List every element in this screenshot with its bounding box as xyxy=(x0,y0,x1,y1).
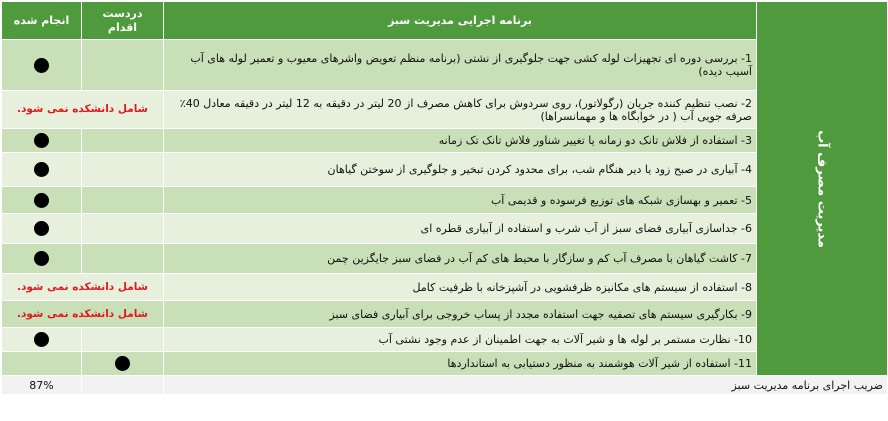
done-marker-icon xyxy=(34,221,49,236)
footer-percentage: 87% xyxy=(2,376,82,395)
table-row xyxy=(2,352,888,376)
green-management-table xyxy=(1,1,888,395)
table-row xyxy=(2,244,888,274)
footer-label: ضریب اجرای برنامه مدیریت سبز xyxy=(164,376,888,395)
not-applicable-note: شامل دانشکده نمی شود. xyxy=(2,301,164,328)
done-cell xyxy=(2,153,82,187)
in-progress-marker-icon xyxy=(115,356,130,371)
header-in-progress: دردست اقدام xyxy=(82,2,164,40)
footer-empty-cell xyxy=(82,376,164,395)
done-marker-icon xyxy=(34,251,49,266)
done-marker-icon xyxy=(34,162,49,177)
program-item-text: 2- نصب تنظیم کننده جریان (رگولاتور)، روی سردوش برای کاهش مصرف از 20 لیتر در دقیقه به 12 لیتر در دقیقه معادل 40٪ صرفه جویی آب ( در خوابگاه ها و مهمانسراها) xyxy=(164,91,757,129)
program-item-text: 9- بکارگیری سیستم های تصفیه جهت استفاده مجدد از پساب خروجی برای آبیاری فضای سبز xyxy=(164,301,757,328)
program-item-text: 10- نظارت مستمر بر لوله ها و شیر آلات به جهت اطمینان از عدم وجود نشتی آب xyxy=(164,328,757,352)
table-row xyxy=(2,91,888,129)
table-row xyxy=(2,153,888,187)
program-item-text: 5- تعمیر و بهسازی شبکه های توزیع فرسوده و قدیمی آب xyxy=(164,187,757,214)
done-cell xyxy=(2,40,82,91)
in-progress-cell xyxy=(82,40,164,91)
in-progress-cell xyxy=(82,214,164,244)
footer-row xyxy=(2,376,888,395)
done-cell xyxy=(2,214,82,244)
in-progress-cell xyxy=(82,129,164,153)
program-item-text: 3- استفاده از فلاش تانک دو زمانه یا تغییر شناور فلاش تانک تک زمانه xyxy=(164,129,757,153)
table-row xyxy=(2,187,888,214)
table-row xyxy=(2,129,888,153)
program-item-text: 1- بررسی دوره ای تجهیزات لوله کشی جهت جلوگیری از نشتی (برنامه منظم تعویض واشرهای معیوب و تعمیر لوله های آب آسیب دیده) xyxy=(164,40,757,91)
table-row xyxy=(2,301,888,328)
done-cell xyxy=(2,328,82,352)
program-item-text: 7- کاشت گیاهان با مصرف آب کم و سازگار با محیط های کم آب در فضای سبز جایگزین چمن xyxy=(164,244,757,274)
table-row xyxy=(2,40,888,91)
done-marker-icon xyxy=(34,193,49,208)
program-item-text: 11- استفاده از شیر آلات هوشمند به منظور دستیابی به استانداردها xyxy=(164,352,757,376)
table-row xyxy=(2,328,888,352)
not-applicable-note: شامل دانشکده نمی شود. xyxy=(2,91,164,129)
header-program: برنامه اجرایی مدیریت سبز xyxy=(164,2,757,40)
program-item-text: 6- جداسازی آبیاری فضای سبز از آب شرب و استفاده از آبیاری قطره ای xyxy=(164,214,757,244)
done-cell xyxy=(2,129,82,153)
category-label: مدیریت مصرف آب xyxy=(814,129,830,248)
done-cell xyxy=(2,187,82,214)
in-progress-cell xyxy=(82,244,164,274)
done-marker-icon xyxy=(34,332,49,347)
done-marker-icon xyxy=(34,58,49,73)
program-item-text: 4- آبیاری در صبح زود یا دیر هنگام شب، برای محدود کردن تبخیر و جلوگیری از سوختن گیاهان xyxy=(164,153,757,187)
table-row xyxy=(2,214,888,244)
not-applicable-note: شامل دانشکده نمی شود. xyxy=(2,274,164,301)
in-progress-cell xyxy=(82,352,164,376)
header-row xyxy=(2,2,888,40)
done-cell xyxy=(2,244,82,274)
table-row xyxy=(2,274,888,301)
in-progress-cell xyxy=(82,328,164,352)
header-done: انجام شده xyxy=(2,2,82,40)
category-cell xyxy=(757,2,888,376)
done-marker-icon xyxy=(34,133,49,148)
program-item-text: 8- استفاده از سیستم های مکانیزه ظرفشویی در آشپزخانه با ظرفیت کامل xyxy=(164,274,757,301)
done-cell xyxy=(2,352,82,376)
in-progress-cell xyxy=(82,153,164,187)
in-progress-cell xyxy=(82,187,164,214)
